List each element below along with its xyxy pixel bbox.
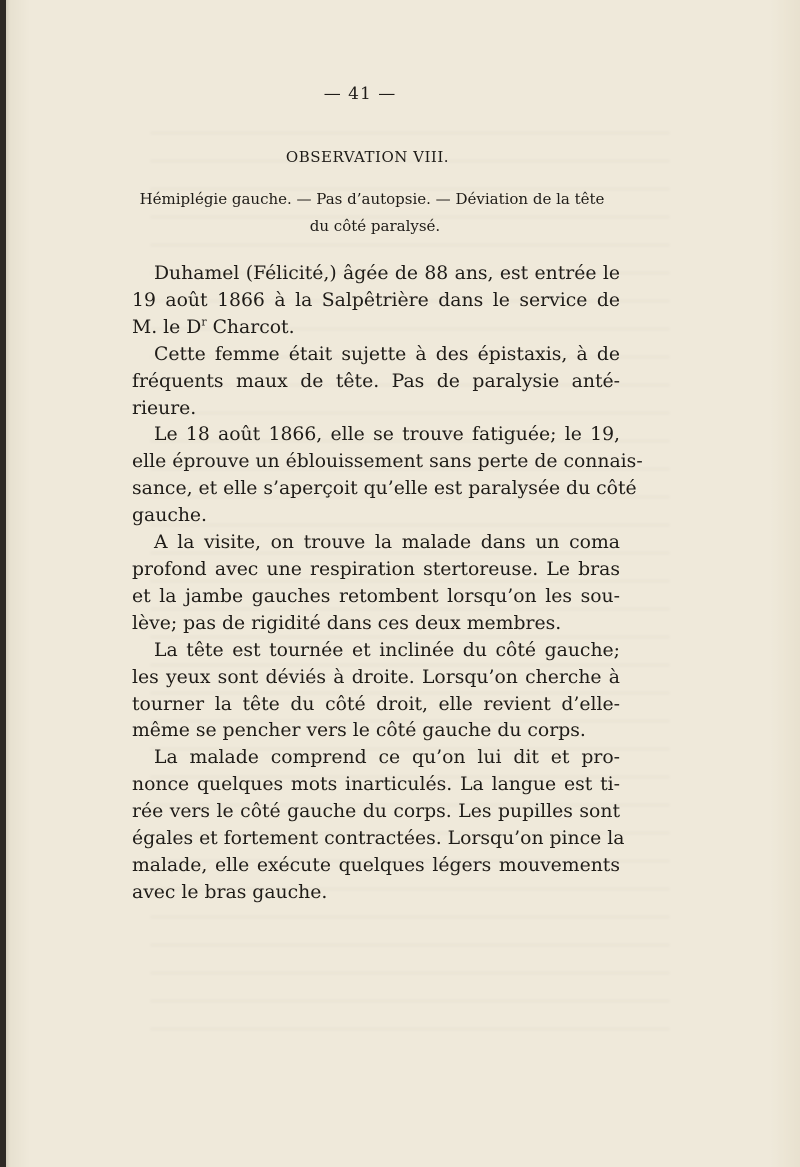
text-line: nonce quelques mots inarticulés. La langue est ti- <box>132 774 620 796</box>
text-line: malade, elle exécute quelques légers mouvements <box>132 854 620 876</box>
observation-title: OBSERVATION VIII. <box>285 148 450 166</box>
text-line: A la visite, on trouve la malade dans un coma <box>154 532 620 554</box>
text-line: fréquents maux de tête. Pas de paralysie anté- <box>132 370 620 392</box>
text-line: profond avec une respiration stertoreuse. Le bras <box>132 558 620 580</box>
observation-subtitle-line-2: du côté paralysé. <box>309 217 441 235</box>
text-fragment: M. le D <box>132 316 202 338</box>
text-line: sance, et elle s’aperçoit qu’elle est paralysée du côté <box>132 478 637 500</box>
text-line: lève; pas de rigidité dans ces deux membres. <box>132 612 562 634</box>
text-line: rée vers le côté gauche du corps. Les pupilles sont <box>132 801 620 823</box>
text-line: La tête est tournée et inclinée du côté gauche; <box>154 639 620 661</box>
text-line: gauche. <box>132 505 208 527</box>
text-line: les yeux sont déviés à droite. Lorsqu’on cherche à <box>132 666 620 688</box>
observation-subtitle-line-1: Hémiplégie gauche. — Pas d’autopsie. — Déviation de la tête <box>139 190 605 208</box>
text-line: et la jambe gauches retombent lorsqu’on les sou- <box>132 585 620 607</box>
text-line: rieure. <box>132 397 197 419</box>
text-line: tourner la tête du côté droit, elle revient d’elle- <box>132 693 620 715</box>
text-line: La malade comprend ce qu’on lui dit et pro- <box>154 747 620 769</box>
observation-body <box>132 261 643 907</box>
text-line: égales et fortement contractées. Lorsqu’on pince la <box>132 828 625 850</box>
text-line: elle éprouve un éblouissement sans perte de connais- <box>132 451 643 473</box>
text-line: même se pencher vers le côté gauche du corps. <box>132 720 586 742</box>
text-fragment: Charcot. <box>206 316 295 338</box>
text-line: Le 18 août 1866, elle se trouve fatiguée; le 19, <box>154 424 620 446</box>
text-line: avec le bras gauche. <box>132 881 328 903</box>
text-line: 19 août 1866 à la Salpêtrière dans le service de <box>132 289 620 311</box>
book-gutter-edge <box>0 0 6 1167</box>
text-line: Duhamel (Félicité,) âgée de 88 ans, est entrée le <box>154 263 620 284</box>
text-line <box>132 315 620 342</box>
page-number: — 41 — <box>323 84 397 104</box>
superscript: r <box>201 315 207 329</box>
text-line: Cette femme était sujette à des épistaxis, à de <box>154 343 620 365</box>
